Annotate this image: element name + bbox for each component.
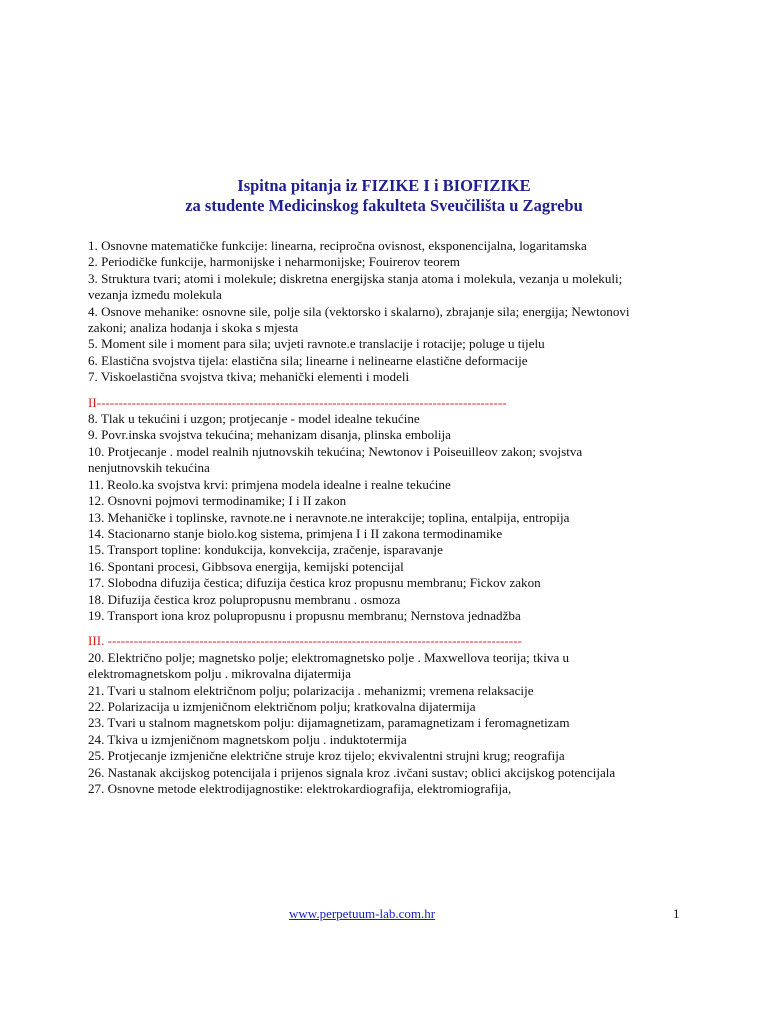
list-item: 10. Protjecanje . model realnih njutnovskih tekućina; Newtonov i Poiseuilleov zakon; svojstva nenjutnovskih tekućina xyxy=(88,443,583,476)
list-item: 18. Difuzija čestica kroz polupropusnu membranu . osmoza xyxy=(88,591,401,607)
list-item: 26. Nastanak akcijskog potencijala i prijenos signala kroz .ivčani sustav; oblici akcijskog potencijala xyxy=(88,764,616,780)
list-item: 19. Transport iona kroz polupropusnu i propusnu membranu; Nernstova jednadžba xyxy=(88,607,521,623)
section-3-marker: III. ----------------------------------------------------------------------------------------------- xyxy=(88,633,522,649)
list-item: 14. Stacionarno stanje biolo.kog sistema, primjena I i II zakona termodinamike xyxy=(88,525,503,541)
list-item: 22. Polarizacija u izmjeničnom električnom polju; kratkovalna dijatermija xyxy=(88,698,476,714)
list-item: 5. Moment sile i moment para sila; uvjeti ravnote.e translacije i rotacije; poluge u tijelu xyxy=(88,336,545,352)
list-item: 11. Reolo.ka svojstva krvi: primjena modela idealne i realne tekućine xyxy=(88,476,451,492)
list-item: 27. Osnovne metode elektrodijagnostike: elektrokardiografija, elektromiografija, xyxy=(88,781,512,796)
list-item: 15. Transport topline: kondukcija, konvekcija, zračenje, isparavanje xyxy=(88,542,443,558)
title-line-1: Ispitna pitanja iz FIZIKE I i BIOFIZIKE xyxy=(237,176,531,195)
list-item: 9. Povr.inska svojstva tekućina; mehanizam disanja, plinska embolija xyxy=(88,427,451,443)
list-item: 17. Slobodna difuzija čestica; difuzija čestica kroz propusnu membranu; Fickov zakon xyxy=(88,575,541,591)
question-list xyxy=(88,238,648,797)
list-item: 3. Struktura tvari; atomi i molekule; diskretna energijska stanja atoma i molekula, vezanja u molekuli; vezanja između molekula xyxy=(88,270,623,303)
list-item: 1. Osnovne matematičke funkcije: linearna, recipročna ovisnost, eksponencijalna, logaritamska xyxy=(88,238,587,253)
list-item: 25. Protjecanje izmjenične električne struje kroz tijelo; ekvivalentni strujni krug; reografija xyxy=(88,748,565,764)
list-item: 13. Mehaničke i toplinske, ravnote.ne i neravnote.ne interakcije; toplina, entalpija, entropija xyxy=(88,509,570,525)
section-2 xyxy=(88,411,648,624)
title-line-2: za studente Medicinskog fakulteta Sveučilišta u Zagrebu xyxy=(185,196,583,215)
list-item: 8. Tlak u tekućini i uzgon; protjecanje - model idealne tekućine xyxy=(88,411,420,427)
list-item: 2. Periodičke funkcije, harmonijske i neharmonijske; Fouirerov teorem xyxy=(88,254,460,270)
footer-website-link[interactable]: www.perpetuum-lab.com.hr xyxy=(289,906,436,921)
list-item: 4. Osnove mehanike: osnovne sile, polje sila (vektorsko i skalarno), zbrajanje sila; energija; Newtonovi zakoni; analiza hodanja i skoka s mjesta xyxy=(88,303,630,336)
list-item: 24. Tkiva u izmjeničnom magnetskom polju . induktotermija xyxy=(88,731,407,747)
list-item: 20. Električno polje; magnetsko polje; elektromagnetsko polje . Maxwellova teorija; tkiva u elektromagnetskom polju . mikrovalna dijatermija xyxy=(88,649,570,682)
section-1 xyxy=(88,238,648,386)
document-title xyxy=(0,176,768,216)
list-item: 6. Elastična svojstva tijela: elastična sila; linearne i nelinearne elastične deformacije xyxy=(88,352,528,368)
section-3 xyxy=(88,650,648,798)
page-number: 1 xyxy=(673,906,680,921)
list-item: 21. Tvari u stalnom električnom polju; polarizacija . mehanizmi; vremena relaksacije xyxy=(88,682,534,698)
list-item: 16. Spontani procesi, Gibbsova energija, kemijski potencijal xyxy=(88,558,404,574)
list-item: 12. Osnovni pojmovi termodinamike; I i II zakon xyxy=(88,493,347,509)
section-2-marker: II---------------------------------------------------------------------------------------------- xyxy=(88,394,507,410)
list-item: 7. Viskoelastična svojstva tkiva; mehanički elementi i modeli xyxy=(88,369,410,385)
list-item: 23. Tvari u stalnom magnetskom polju: dijamagnetizam, paramagnetizam i feromagnetizam xyxy=(88,715,570,731)
